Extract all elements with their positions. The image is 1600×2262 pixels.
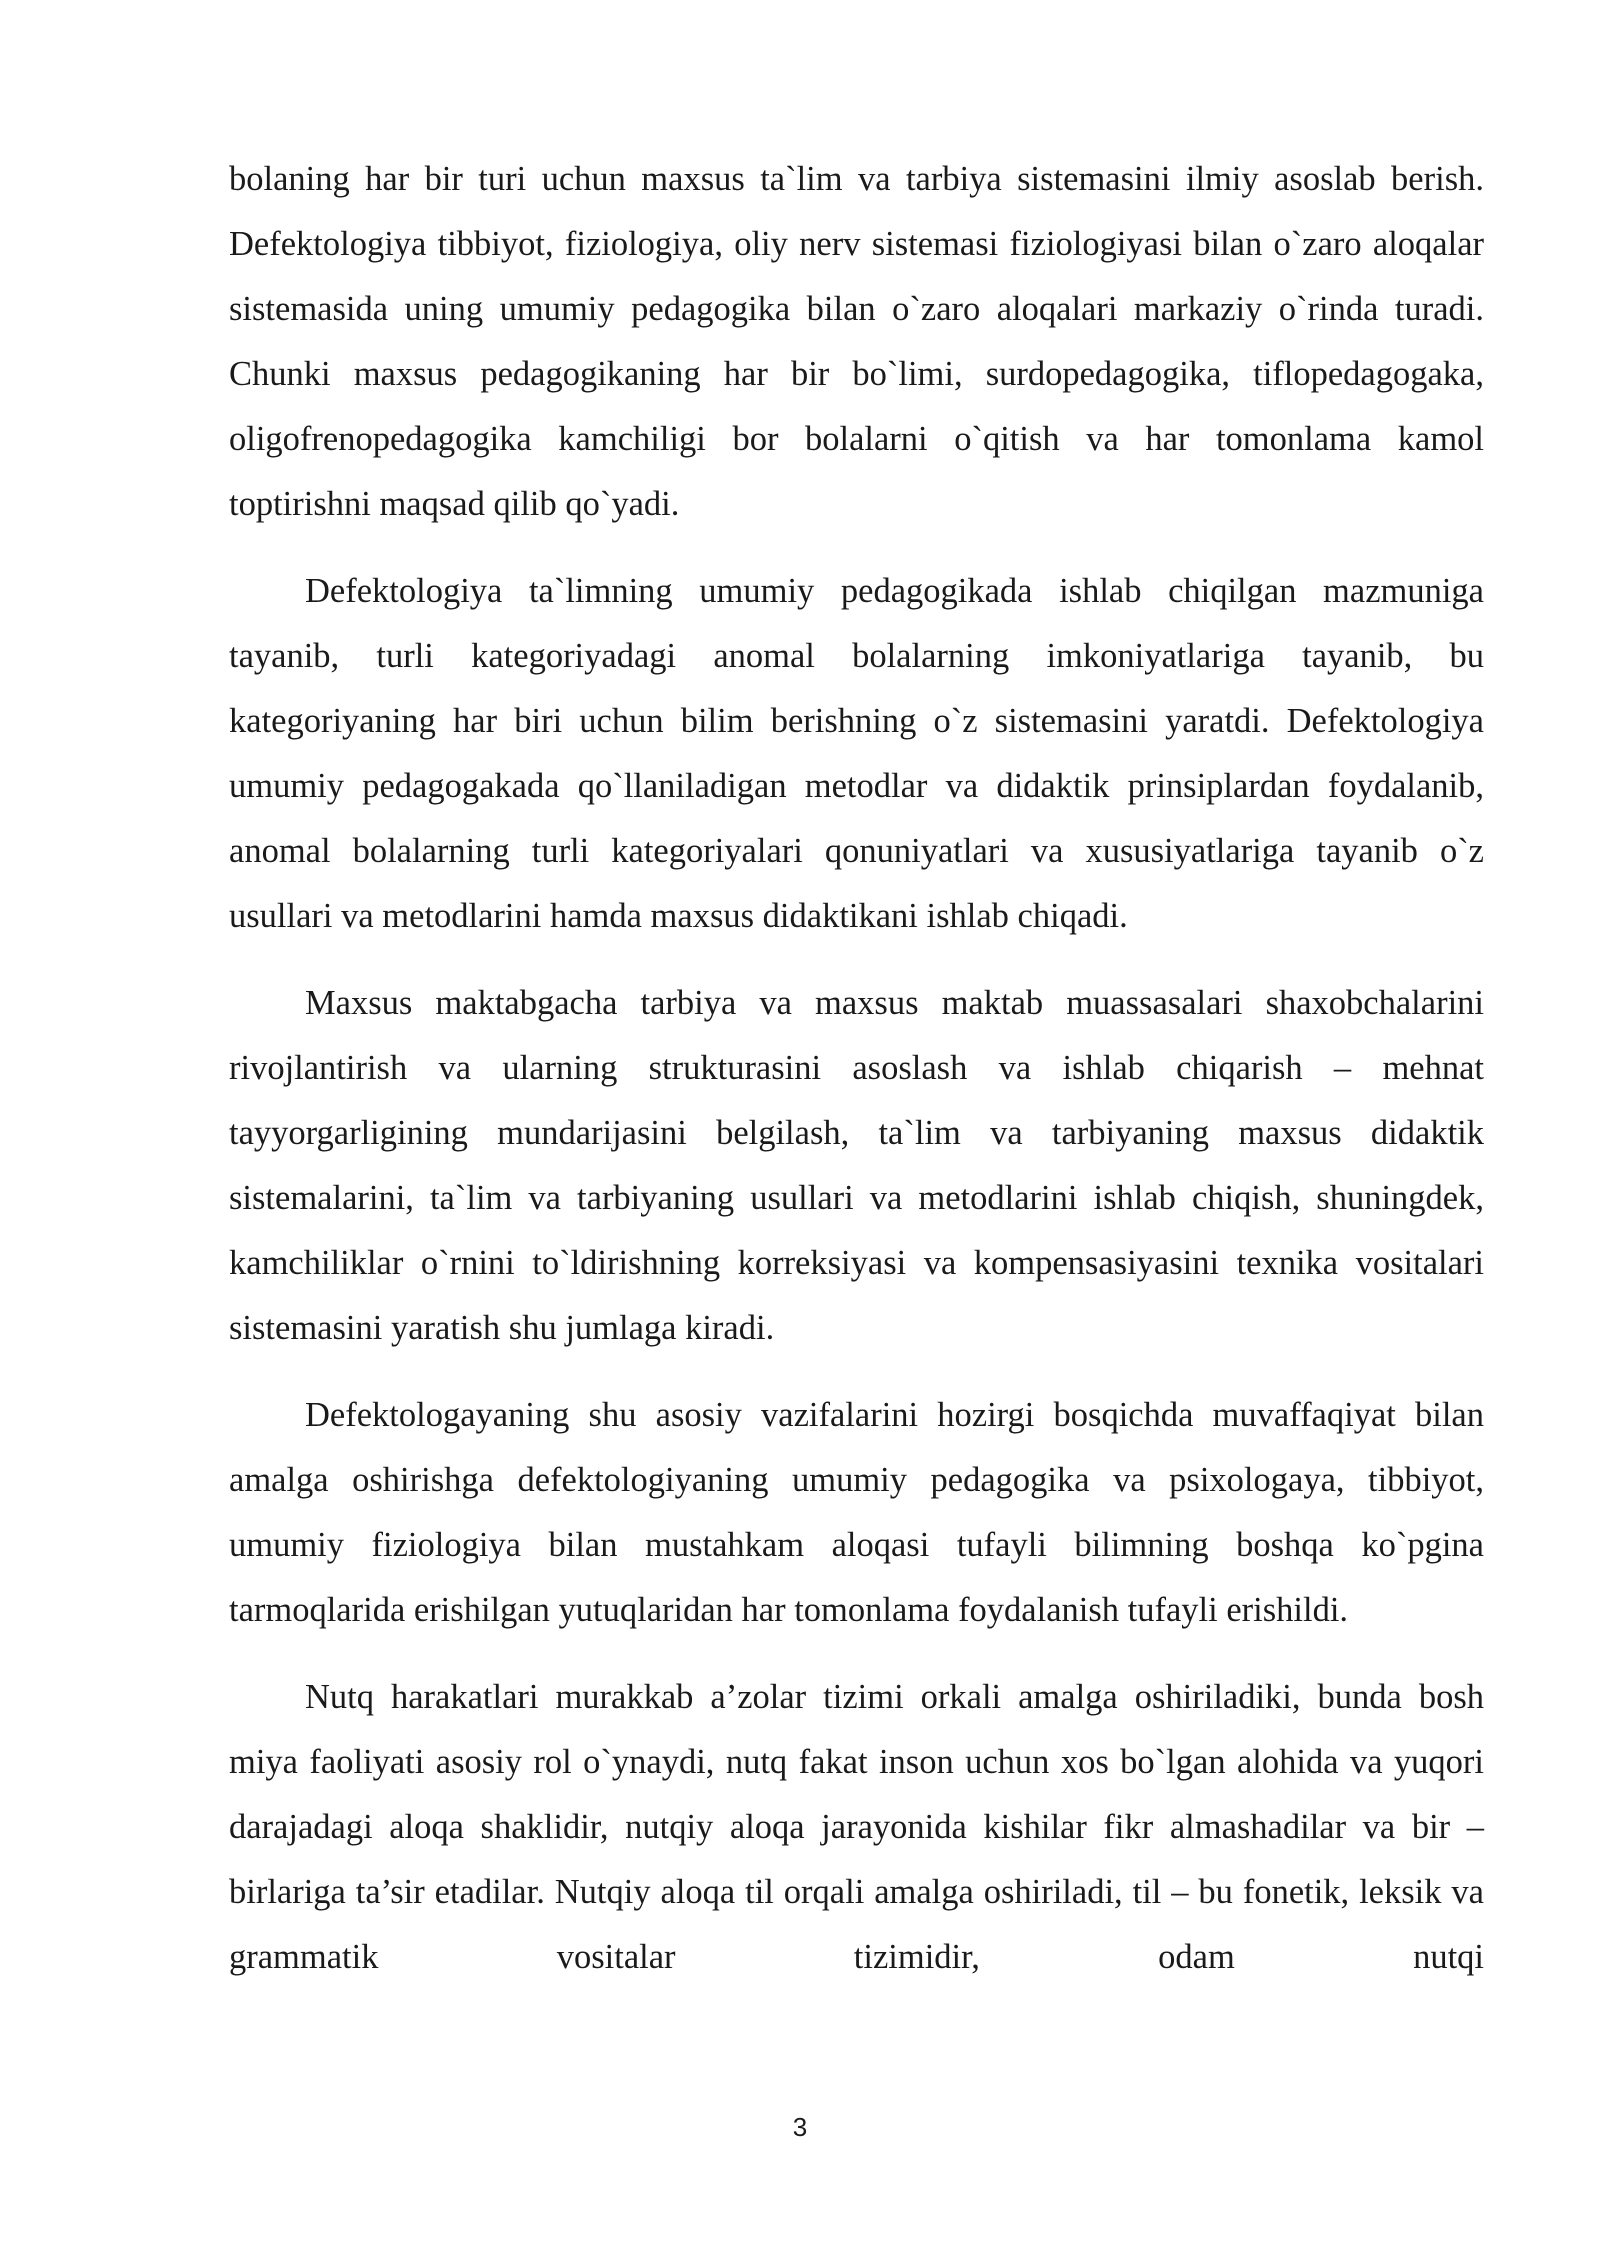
paragraph-3: Maxsus maktabgacha tarbiya va maxsus maktab muassasalari shaxobchalarini rivojlantirish va ularning strukturasini asoslash va ishlab chiqarish – mehnat tayyorgarligining mundarijasini belgilash, ta`lim va tarbiyaning maxsus didaktik sistemalarini, ta`lim va tarbiyaning usullari va metodlarini ishlab chiqish, shuningdek, kamchiliklar o`rnini to`ldirishning korreksiyasi va kompensasiyasini texnika vositalari sistemasini yaratish shu jumlaga kiradi. — [229, 984, 1484, 1347]
body-text — [229, 147, 1484, 1990]
page-number: 3 — [792, 2112, 808, 2142]
paragraph-4: Defektologayaning shu asosiy vazifalarini hozirgi bosqichda muvaffaqiyat bilan amalga oshirishga defektologiyaning umumiy pedagogika va psixologaya, tibbiyot, umumiy fiziologiya bilan mustahkam aloqasi tufayli bilimning boshqa ko`pgina tarmoqlarida erishilgan yutuqlaridan har tomonlama foydalanish tufayli erishildi. — [229, 1396, 1484, 1629]
paragraph-1: bolaning har bir turi uchun maxsus ta`lim va tarbiya sistemasini ilmiy asoslab berish. Defektologiya tibbiyot, fiziologiya, oliy nerv sistemasi fiziologiyasi bilan o`zaro aloqalar sistemasida uning umumiy pedagogika bilan o`zaro aloqalari markaziy o`rinda turadi. Chunki maxsus pedagogikaning har bir bo`limi, surdopedagogika, tiflopedagogaka, oligofrenopedagogika kamchiligi bor bolalarni o`qitish va har tomonlama kamol toptirishni maqsad qilib qo`yadi. — [229, 160, 1484, 523]
paragraph-2: Defektologiya ta`limning umumiy pedagogikada ishlab chiqilgan mazmuniga tayanib, turli kategoriyadagi anomal bolalarning imkoniyatlariga tayanib, bu kategoriyaning har biri uchun bilim berishning o`z sistemasini yaratdi. Defektologiya umumiy pedagogakada qo`llaniladigan metodlar va didaktik prinsiplardan foydalanib, anomal bolalarning turli kategoriyalari qonuniyatlari va xususiyatlariga tayanib o`z usullari va metodlarini hamda maxsus didaktikani ishlab chiqadi. — [229, 572, 1484, 935]
paragraph-5: Nutq harakatlari murakkab a’zolar tizimi orkali amalga oshiriladiki, bunda bosh miya faoliyati asosiy rol o`ynaydi, nutq fakat inson uchun xos bo`lgan alohida va yuqori darajadagi aloqa shaklidir, nutqiy aloqa jarayonida kishilar fikr almashadilar va bir – birlariga ta’sir etadilar. Nutqiy aloqa til orqali amalga oshiriladi, til – bu fonetik, leksik va grammatik vositalar tizimidir, odam nutqi — [229, 1678, 1484, 1976]
